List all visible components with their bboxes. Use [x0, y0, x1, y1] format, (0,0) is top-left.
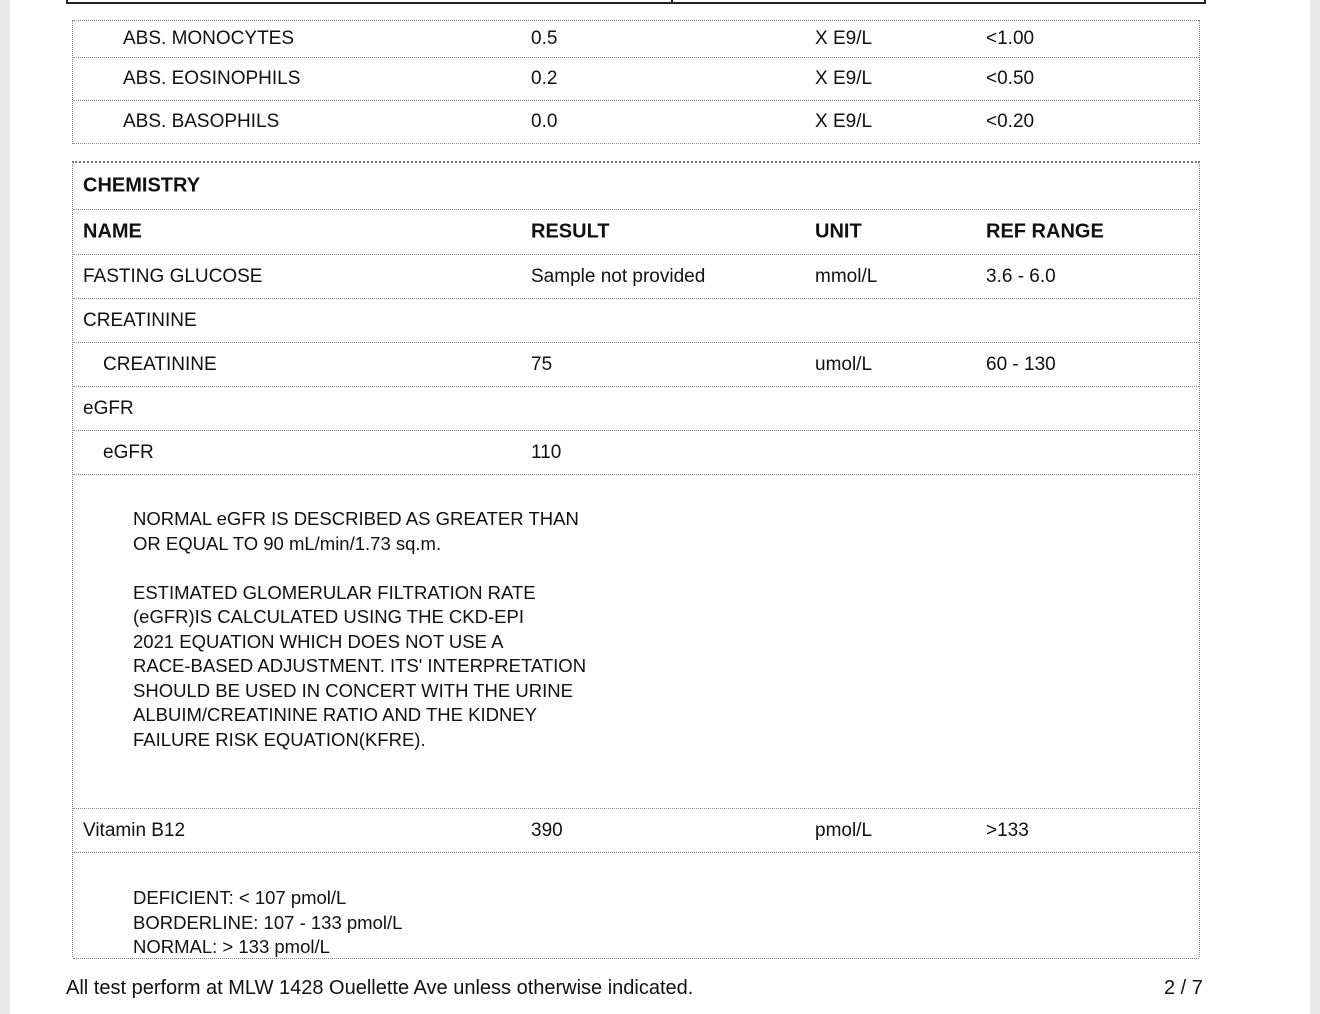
test-result: 0.5 — [531, 28, 558, 49]
table-row — [73, 101, 1199, 144]
table-row — [73, 431, 1199, 475]
column-header-name: NAME — [83, 220, 142, 243]
test-result: 0.0 — [531, 111, 558, 132]
column-header-ref-range: REF RANGE — [986, 220, 1104, 243]
table-row — [73, 20, 1199, 58]
test-name: ABS. MONOCYTES — [123, 28, 295, 49]
test-unit: mmol/L — [815, 265, 878, 287]
test-name: Vitamin B12 — [83, 819, 186, 841]
test-ref-range: 60 - 130 — [986, 353, 1056, 375]
table-row — [73, 255, 1199, 299]
table-row — [73, 57, 1199, 101]
column-header-result: RESULT — [531, 220, 610, 243]
test-group-row — [73, 387, 1199, 431]
previous-table-bottom-border — [66, 0, 1206, 4]
test-result: 0.2 — [531, 67, 558, 89]
comment-row — [73, 475, 1199, 809]
test-group-name: eGFR — [83, 397, 134, 419]
test-group-name: CREATININE — [83, 309, 197, 331]
test-ref-range: <0.50 — [986, 67, 1035, 89]
footer-note: All test perform at MLW 1428 Ouellette Ave unless otherwise indicated. — [66, 977, 694, 999]
test-group-row — [73, 299, 1199, 343]
cbc-table-continued — [72, 20, 1200, 144]
section-title: CHEMISTRY — [83, 174, 201, 197]
test-name: ABS. EOSINOPHILS — [123, 67, 301, 89]
test-name: eGFR — [103, 441, 154, 463]
column-divider — [671, 0, 673, 4]
table-row — [73, 343, 1199, 387]
test-unit: X E9/L — [815, 111, 873, 132]
column-header-row — [73, 210, 1199, 255]
report-page — [10, 0, 1310, 1014]
test-unit: umol/L — [815, 353, 873, 375]
chemistry-table — [72, 161, 1200, 957]
comment-row — [73, 853, 1199, 959]
test-result: 390 — [531, 819, 563, 841]
test-unit: pmol/L — [815, 819, 873, 841]
test-name: FASTING GLUCOSE — [83, 265, 263, 287]
page-number: 2 / 7 — [1164, 977, 1203, 999]
table-row — [73, 809, 1199, 853]
test-name: CREATININE — [103, 353, 217, 375]
column-header-unit: UNIT — [815, 220, 862, 243]
test-ref-range: <0.20 — [986, 111, 1035, 132]
test-name: ABS. BASOPHILS — [123, 111, 280, 132]
test-unit: X E9/L — [815, 67, 873, 89]
test-ref-range: <1.00 — [986, 28, 1035, 49]
egfr-comment: NORMAL eGFR IS DESCRIBED AS GREATER THAN OR EQUAL TO 90 mL/min/1.73 sq.m. ESTIMATED GLOMERULAR FILTRATION RATE (eGFR)IS CALCULATED USING THE CKD-EPI 2021 EQUATION WHICH DOES NOT USE A RACE-BASED ADJUSTMENT. ITS' INTERPRETATION SHOULD BE USED IN CONCERT WITH THE URINE ALBUIM/CREATININE RATIO AND THE KIDNEY FAILURE RISK EQUATION(KFRE). — [133, 508, 587, 750]
test-unit: X E9/L — [815, 28, 873, 49]
test-result: 75 — [531, 353, 553, 375]
test-result: 110 — [531, 441, 562, 463]
test-ref-range: 3.6 - 6.0 — [986, 265, 1056, 287]
test-result: Sample not provided — [531, 265, 706, 287]
b12-comment: DEFICIENT: < 107 pmol/L BORDERLINE: 107 - 133 pmol/L NORMAL: > 133 pmol/L — [133, 887, 403, 957]
test-ref-range: >133 — [986, 819, 1029, 841]
section-header-row — [73, 163, 1199, 210]
